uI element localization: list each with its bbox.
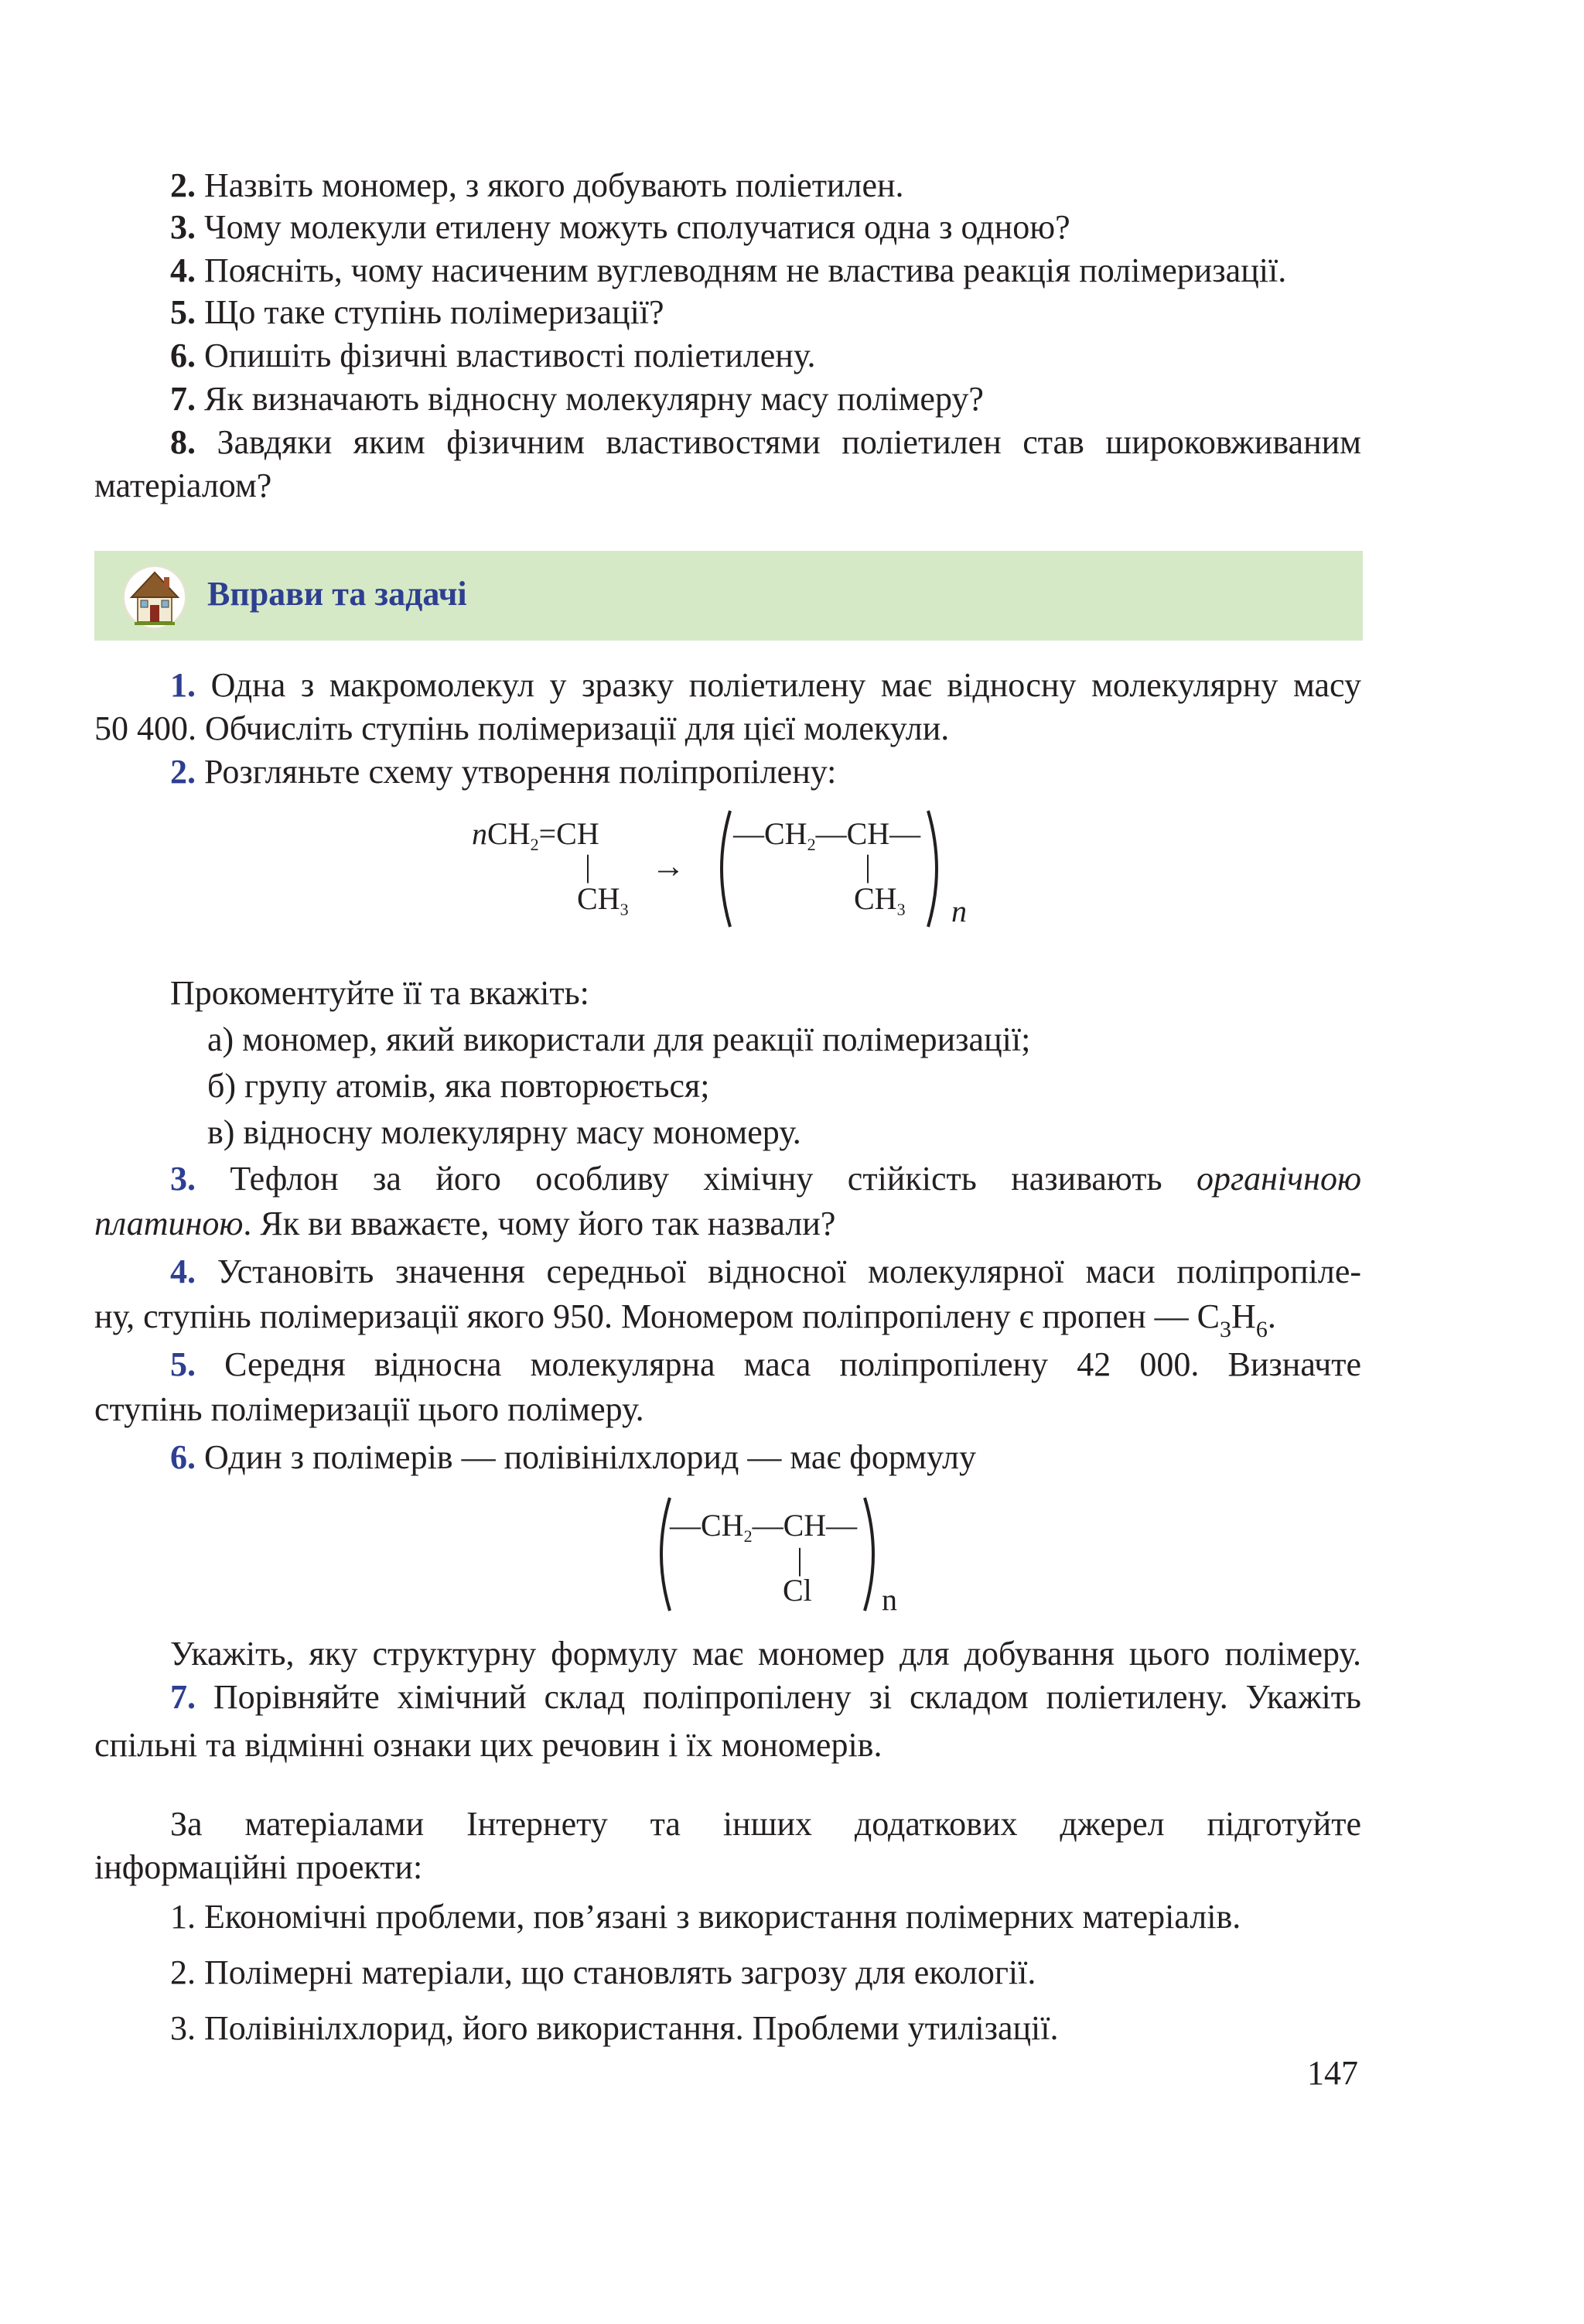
projects-intro-line2: інформаційні проекти: — [94, 1848, 423, 1886]
question-6: 6. Опишіть фізичні властивості поліетилену. — [170, 337, 816, 374]
page-number: 147 — [1307, 2054, 1358, 2092]
ch3-group: $CH_3$ — [854, 881, 906, 919]
chlorine-atom: Cl — [783, 1573, 812, 1608]
degree-n: n — [882, 1582, 897, 1617]
question-5: 5. Що таке ступінь полімеризації? — [170, 293, 664, 331]
project-item: 1. Економічні проблеми, пов’язані з використання полімерних матеріалів. — [170, 1898, 1241, 1936]
exercise-2-comment: Прокоментуйте її та вкажіть: — [170, 974, 589, 1012]
projects-intro-line1: За матеріалами Інтернету та інших додаткових джерел підготуйте — [170, 1805, 1361, 1843]
pvc-chain: $—CH_2—CH—$ — [670, 1508, 858, 1546]
section-title: Вправи та задачі — [207, 575, 467, 613]
exercise-2-a: а) мономер, який використали для реакції полімеризації; — [207, 1020, 1031, 1058]
reaction-arrow: → — [651, 847, 685, 885]
exercise-5-line2: ступінь полімеризації цього полімеру. — [94, 1390, 644, 1428]
exercise-2-c: в) відносну молекулярну масу мономеру. — [207, 1113, 801, 1151]
monomer-formula: nCH$_2$=CH — [472, 816, 599, 854]
question-2: 2. Назвіть мономер, з якого добувають поліетилен. — [170, 166, 904, 204]
house-icon — [122, 562, 187, 631]
bond-bar: | — [585, 849, 592, 883]
degree-n: n — [951, 894, 967, 928]
exercise-6-prompt: 6. Один з полімерів — полівінілхлорид — має формулу — [170, 1438, 977, 1476]
left-paren — [712, 809, 733, 928]
ch3-group: $CH_3$ — [577, 881, 629, 919]
question-8-cont: матеріалом? — [94, 467, 272, 504]
exercise-2-b: б) групу атомів, яка повторюється; — [207, 1067, 710, 1105]
exercise-1-line1: 1. Одна з макромолекул у зразку поліетилену має відносну молекулярну масу — [170, 666, 1361, 704]
question-4: 4. Поясніть, чому насиченим вуглеводням не властива реакція полімеризації. — [170, 251, 1287, 289]
exercise-1-line2: 50 400. Обчисліть ступінь полімеризації для цієї молекули. — [94, 709, 950, 747]
bond-bar: | — [865, 849, 872, 883]
bond-bar: | — [797, 1542, 804, 1577]
project-item: 3. Полівінілхлорид, його використання. Проблеми утилізації. — [170, 2009, 1059, 2047]
right-paren — [925, 809, 947, 928]
question-7: 7. Як визначають відносну молекулярну масу полімеру? — [170, 380, 984, 418]
exercise-4-line2: ну, ступінь полімеризації якого 950. Мономером поліпропілену є пропен — $C_3H_6$. — [94, 1297, 1276, 1342]
exercise-3-line2: платиною. Як ви вважаєте, чому його так назвали? — [94, 1205, 836, 1242]
section-header — [94, 551, 1363, 641]
exercise-5-line1: 5. Середня відносна молекулярна маса поліпропілену 42 000. Визначте — [170, 1345, 1361, 1383]
exercise-2-prompt: 2. Розгляньте схему утворення поліпропілену: — [170, 753, 837, 791]
exercise-7-line1: 7. Порівняйте хімічний склад поліпропілену зі складом поліетилену. Укажіть — [170, 1678, 1361, 1716]
right-paren — [862, 1496, 883, 1612]
exercise-6-after: Укажіть, яку структурну формулу має мономер для добування цього полімеру. — [170, 1635, 1361, 1673]
exercise-7-line2: спільні та відмінні ознаки цих речовин і їх мономерів. — [94, 1726, 882, 1764]
exercise-4-line1: 4. Установіть значення середньої відносної молекулярної маси поліпропіле- — [170, 1253, 1361, 1290]
project-item: 2. Полімерні матеріали, що становлять загрозу для екології. — [170, 1953, 1036, 1991]
question-8: 8. Завдяки яким фізичним властивостями поліетилен став широковживаним — [170, 423, 1361, 461]
question-3: 3. Чому молекули етилену можуть сполучатися одна з одною? — [170, 208, 1070, 246]
exercise-3-line1: 3. Тефлон за його особливу хімічну стійкість називають органічною — [170, 1160, 1361, 1198]
polymer-chain: $—CH_2—CH—$ — [733, 816, 921, 854]
